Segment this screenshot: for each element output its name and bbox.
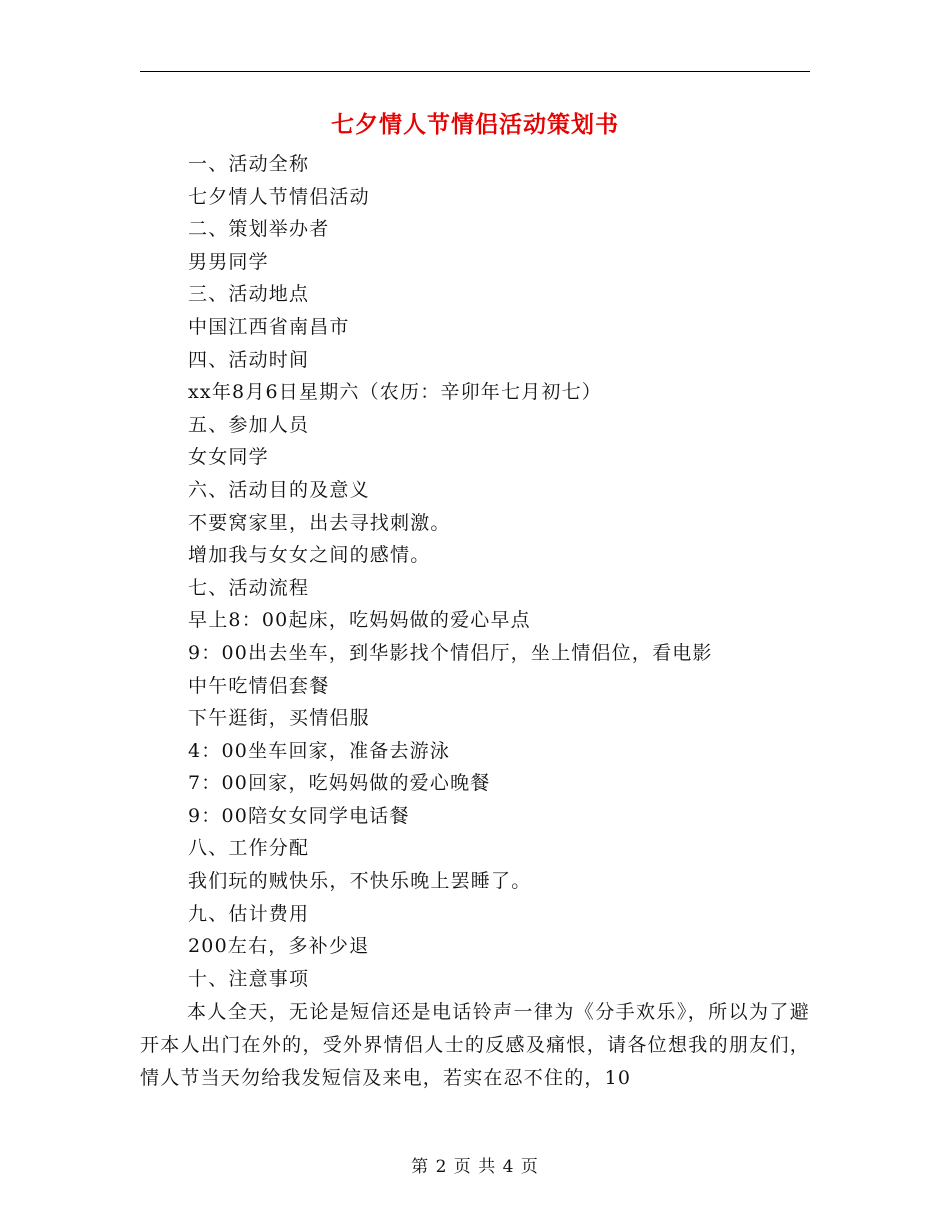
schedule-line: 下午逛街，买情侣服	[188, 707, 370, 730]
schedule-line: 9：00陪女女同学电话餐	[188, 804, 410, 827]
section-heading-3: 三、活动地点	[188, 283, 310, 306]
page-number: 第 2 页 共 4 页	[411, 1157, 539, 1177]
content-line: 增加我与女女之间的感情。	[188, 544, 431, 567]
section-heading-10: 十、注意事项	[188, 967, 310, 990]
schedule-line: 7：00回家，吃妈妈做的爱心晚餐	[188, 772, 491, 795]
schedule-line: 9：00出去坐车，到华影找个情侣厅，坐上情侣位，看电影	[188, 641, 713, 664]
content-line: 我们玩的贼快乐，不快乐晚上罢睡了。	[188, 870, 532, 893]
schedule-line: 中午吃情侣套餐	[188, 674, 330, 697]
section-heading-6: 六、活动目的及意义	[188, 478, 370, 501]
section-heading-1: 一、活动全称	[188, 153, 310, 175]
content-line: 200左右，多补少退	[188, 935, 370, 958]
section-heading-4: 四、活动时间	[188, 348, 310, 371]
content-line: 中国江西省南昌市	[188, 315, 350, 338]
content-line: 七夕情人节情侣活动	[188, 185, 370, 208]
document-title: 七夕情人节情侣活动策划书	[331, 111, 619, 138]
content-line: xx年8月6日星期六（农历：辛卯年七月初七）	[188, 381, 603, 404]
section-heading-8: 八、工作分配	[188, 837, 310, 860]
schedule-line: 4：00坐车回家，准备去游泳	[188, 739, 451, 762]
notice-paragraph: 本人全天，无论是短信还是电话铃声一律为《分手欢乐》，所以为了避开本人出门在外的，受外界情侣人士的反感及痛恨，请各位想我的朋友们，情人节当天勿给我发短信及来电，若实在忍不住的，10	[140, 1001, 810, 1089]
content-line: 不要窝家里，出去寻找刺激。	[188, 511, 451, 534]
content-line: 女女同学	[188, 446, 269, 469]
content-lines	[188, 148, 818, 995]
header-rule	[140, 71, 810, 72]
section-heading-7: 七、活动流程	[188, 576, 310, 599]
schedule-line: 早上8：00起床，吃妈妈做的爱心早点	[188, 609, 531, 632]
content-line: 男男同学	[188, 250, 269, 273]
section-heading-2: 二、策划举办者	[188, 218, 330, 241]
section-heading-5: 五、参加人员	[188, 413, 310, 436]
section-heading-9: 九、估计费用	[188, 902, 310, 925]
